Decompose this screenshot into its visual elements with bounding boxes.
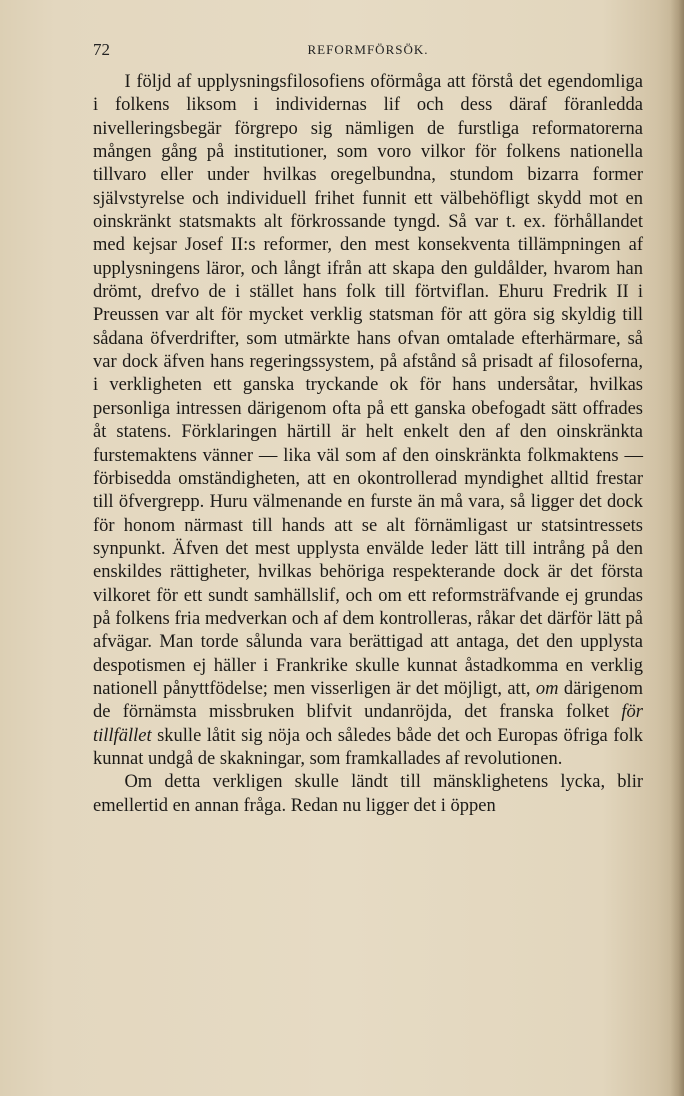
paragraph-2 <box>93 771 643 818</box>
page-header <box>93 40 643 62</box>
page-number: 72 <box>93 40 110 59</box>
page-edge-shadow <box>670 0 684 1096</box>
body-text <box>93 71 643 818</box>
text-segment: Om detta verkligen skulle ländt till mänsklighetens lycka, blir emellertid en annan fråga. Redan nu ligger det i öppen <box>93 772 643 816</box>
paragraph-1 <box>93 71 643 771</box>
text-segment-italic: för tillfället <box>93 702 643 746</box>
text-segment: därigenom de förnämsta missbruken blifvit undanröjda, det franska folket <box>93 678 643 723</box>
text-segment: skulle låtit sig nöja och således både det och Europas öfriga folk kunnat undgå de skakningar, som framkallades af revolutionen. <box>93 725 643 769</box>
text-segment: I följd af upplysningsfilosofiens oförmåga att förstå det egendomliga i folkens liksom i individernas lif och dess däraf föranledda nivelleringsbegär förgrepo sig nämligen de furstliga reformatorerna mången gång på institutioner, som voro vilkor för folkens nationella tillvaro eller under hvilkas oregelbundna, stundom bizarra former självstyrelse och individuell frihet funnit ett välbehöfligt skydd mot en oinskränkt statsmakts alt förkrossande tyngd. Så var t. ex. förhållandet med kejsar Josef II:s reformer, den mest konsekventa tillämpningen af upplysningens läror, och långt ifrån att skapa den guldålder, hvarom han drömt, drefvo de i stället hans folk till förtviflan. Ehuru Fredrik II i Preussen var alt för mycket verklig statsman för att göra sig skyldig till sådana öfverdrifter, som utmärkte hans ofvan omtalade efterhärmare, så var dock äfven hans regeringssystem, på afstånd så prisadt af filosoferna, i verkligheten ett ganska tryckande ok för hans undersåtar, hvilkas personliga intressen därigenom ofta på ett ganska obefogadt sätt offrades åt statens. Förklaringen härtill är helt enkelt den af den oinskränkta furstemaktens vänner — lika väl som af den oinskränkta folkmaktens — förbisedda omständigheten, att en okontrollerad myndighet alltid frestar till öfvergrepp. Huru välmenande en furste än må vara, så ligger det dock för honom närmast till hands att se alt förnämligast ur statsintressets synpunkt. Äfven det mest upplysta envälde leder lätt till intrång på den enskildes rättigheter, hvilkas behöriga respekterande dock är det första vilkoret för ett sundt samhällslif, och om ett reformsträfvande ej grundas på folkens fria medverkan och af dem kontrolleras, råkar det därför lätt på afvägar. Man torde sålunda vara berättigad att antaga, det den upplysta despotismen ej häller i Frankrike skulle kunnat åstadkomma en verklig nationell pånyttfödelse; men visserligen är det möjligt, att, <box>93 72 643 699</box>
running-title: REFORMFÖRSÖK. <box>307 42 429 57</box>
text-segment-italic: om <box>535 678 559 699</box>
